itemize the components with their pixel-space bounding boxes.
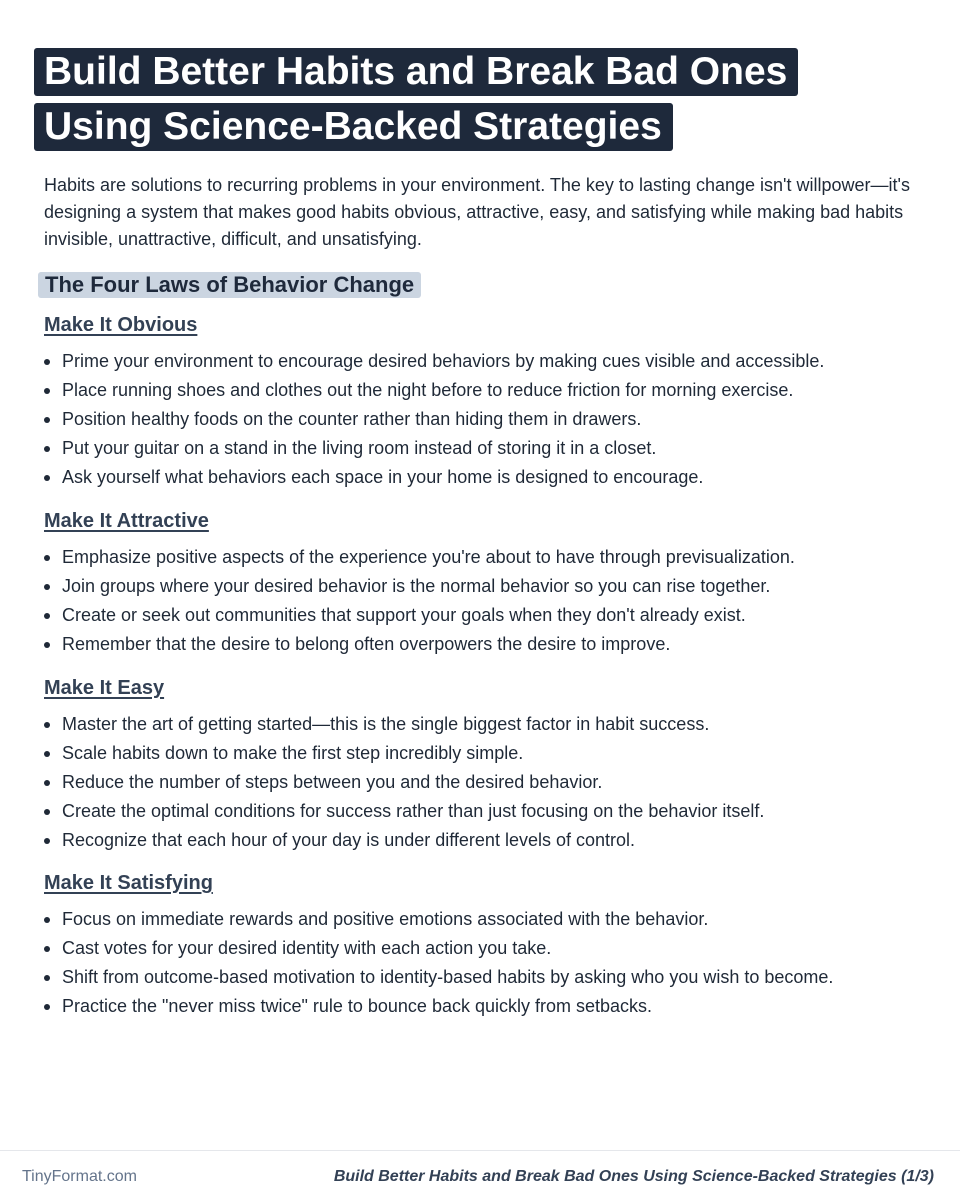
bullet-icon [44, 359, 50, 365]
list-item: Prime your environment to encourage desired behaviors by making cues visible and accessible. [44, 347, 924, 376]
footer-page-title: Build Better Habits and Break Bad Ones Using Science-Backed Strategies (1/3) [333, 1168, 934, 1185]
title-line-1: Build Better Habits and Break Bad Ones [34, 48, 798, 96]
list-item: Scale habits down to make the first step incredibly simple. [44, 739, 924, 768]
bullet-icon [44, 555, 50, 561]
list-item: Practice the "never miss twice" rule to bounce back quickly from setbacks. [44, 992, 924, 1021]
bullet-icon [44, 1004, 50, 1010]
law-list [44, 347, 924, 492]
section-heading: The Four Laws of Behavior Change [38, 272, 421, 298]
law-make-it-obvious [44, 313, 924, 492]
bullet-icon [44, 722, 50, 728]
list-item: Emphasize positive aspects of the experience you're about to have through previsualization. [44, 543, 924, 572]
bullet-icon [44, 584, 50, 590]
list-item: Create or seek out communities that support your goals when they don't already exist. [44, 601, 924, 630]
list-item: Reduce the number of steps between you and the desired behavior. [44, 768, 924, 797]
list-item: Position healthy foods on the counter rather than hiding them in drawers. [44, 405, 924, 434]
law-list [44, 710, 924, 855]
bullet-icon [44, 838, 50, 844]
bullet-icon [44, 388, 50, 394]
law-make-it-satisfying [44, 871, 924, 1021]
list-item: Recognize that each hour of your day is under different levels of control. [44, 826, 924, 855]
page-footer [0, 1151, 960, 1200]
law-make-it-easy [44, 676, 924, 855]
law-list [44, 543, 924, 659]
bullet-icon [44, 917, 50, 923]
law-make-it-attractive [44, 509, 924, 659]
bullet-icon [44, 613, 50, 619]
bullet-icon [44, 446, 50, 452]
list-item: Create the optimal conditions for success rather than just focusing on the behavior itself. [44, 797, 924, 826]
footer-site-name: TinyFormat.com [22, 1168, 137, 1185]
law-heading: Make It Obvious [44, 314, 198, 336]
bullet-icon [44, 780, 50, 786]
list-item: Shift from outcome-based motivation to identity-based habits by asking who you wish to become. [44, 963, 924, 992]
list-item: Cast votes for your desired identity with each action you take. [44, 934, 924, 963]
list-item: Remember that the desire to belong often overpowers the desire to improve. [44, 630, 924, 659]
page-title [34, 48, 934, 158]
law-list [44, 905, 924, 1021]
intro-paragraph: Habits are solutions to recurring problems in your environment. The key to lasting change isn't willpower—it's designing a system that makes good habits obvious, attractive, easy, and satisfying while making bad habits invisible, unattractive, difficult, and unsatisfying. [44, 175, 910, 249]
list-item: Put your guitar on a stand in the living room instead of storing it in a closet. [44, 434, 924, 463]
bullet-icon [44, 809, 50, 815]
law-heading: Make It Satisfying [44, 872, 213, 894]
list-item: Ask yourself what behaviors each space in your home is designed to encourage. [44, 463, 924, 492]
list-item: Place running shoes and clothes out the night before to reduce friction for morning exercise. [44, 376, 924, 405]
list-item: Focus on immediate rewards and positive emotions associated with the behavior. [44, 905, 924, 934]
bullet-icon [44, 417, 50, 423]
law-heading: Make It Attractive [44, 510, 209, 532]
title-line-2: Using Science-Backed Strategies [34, 103, 673, 151]
bullet-icon [44, 475, 50, 481]
law-heading: Make It Easy [44, 677, 165, 699]
list-item: Master the art of getting started—this is the single biggest factor in habit success. [44, 710, 924, 739]
bullet-icon [44, 642, 50, 648]
bullet-icon [44, 751, 50, 757]
bullet-icon [44, 946, 50, 952]
bullet-icon [44, 975, 50, 981]
list-item: Join groups where your desired behavior is the normal behavior so you can rise together. [44, 572, 924, 601]
